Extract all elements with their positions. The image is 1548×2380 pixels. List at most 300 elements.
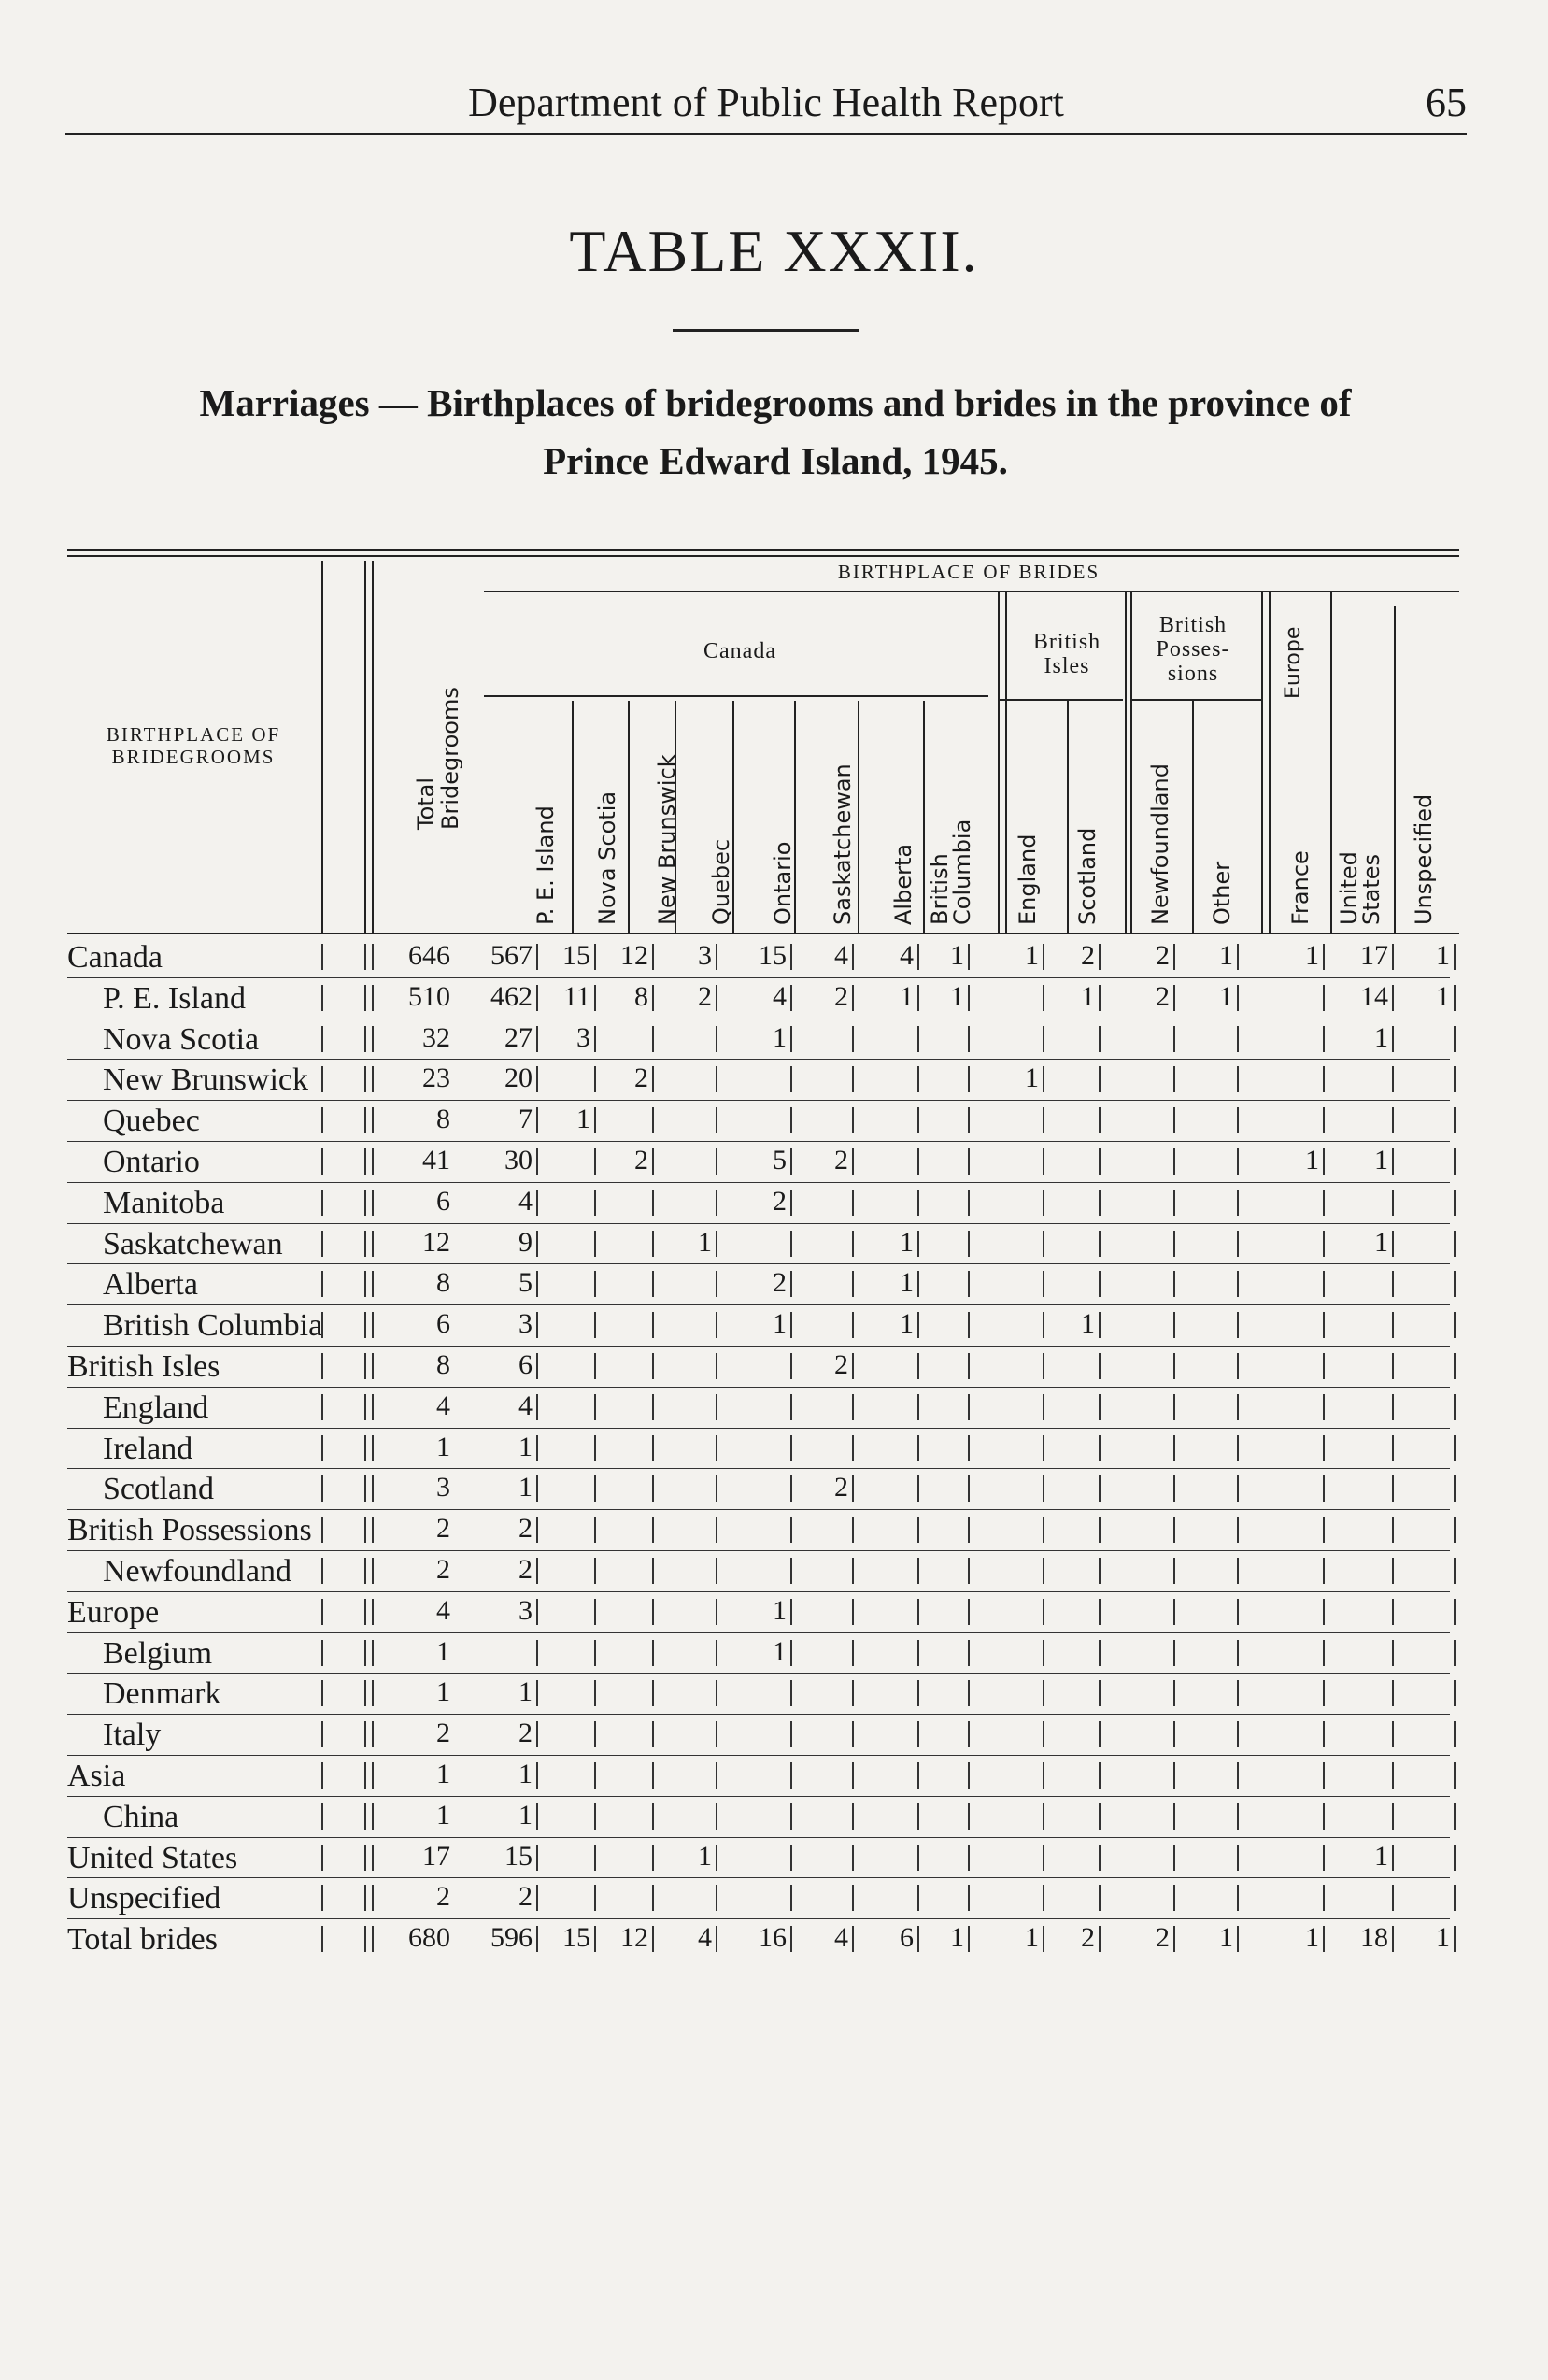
row-rule bbox=[67, 1387, 1450, 1388]
row-tick bbox=[852, 1885, 854, 1911]
row-rule bbox=[67, 1918, 1450, 1919]
row-tick bbox=[1454, 1435, 1456, 1461]
row-tick bbox=[1173, 1312, 1175, 1338]
header-col-rule-6 bbox=[923, 701, 925, 933]
total-bridegrooms-cell: 8 bbox=[436, 1349, 450, 1380]
row-label: China bbox=[103, 1799, 179, 1834]
row-tick bbox=[652, 1517, 654, 1543]
row-rule bbox=[67, 1346, 1450, 1347]
table-cell: 14 bbox=[1360, 980, 1388, 1012]
row-tick bbox=[652, 1845, 654, 1871]
row-tick bbox=[1099, 1845, 1101, 1871]
row-label: British Isles bbox=[67, 1349, 220, 1384]
row-rule bbox=[67, 1714, 1450, 1715]
row-tick bbox=[1173, 1026, 1175, 1052]
row-tick bbox=[1099, 1148, 1101, 1175]
row-tick bbox=[1392, 1762, 1394, 1789]
row-tick bbox=[1392, 1558, 1394, 1584]
table-cell: 1 bbox=[1436, 940, 1450, 971]
total-bridegrooms-cell: 1 bbox=[436, 1799, 450, 1831]
total-bridegrooms-cell: 646 bbox=[408, 940, 450, 971]
row-rule bbox=[67, 1509, 1450, 1510]
row-tick bbox=[968, 1558, 970, 1584]
total-bridegrooms-cell: 680 bbox=[408, 1922, 450, 1954]
row-tick bbox=[968, 1231, 970, 1257]
table-cell: 1 bbox=[773, 1594, 787, 1626]
row-tick bbox=[968, 1721, 970, 1747]
row-tick bbox=[716, 1599, 717, 1625]
row-tick-total bbox=[321, 1231, 323, 1257]
row-tick bbox=[1043, 1107, 1044, 1133]
table-cell: 15 bbox=[504, 1840, 533, 1872]
row-tick bbox=[1454, 1803, 1456, 1830]
row-tick bbox=[917, 1475, 919, 1502]
row-tick-total-2 bbox=[364, 944, 366, 970]
row-tick bbox=[852, 1026, 854, 1052]
table-cell: 4 bbox=[773, 980, 787, 1012]
total-bridegrooms-cell: 32 bbox=[422, 1021, 450, 1053]
row-tick-total-3 bbox=[372, 1640, 374, 1666]
row-tick bbox=[1173, 944, 1175, 970]
column-header-11: Other bbox=[1209, 861, 1235, 925]
row-tick bbox=[1392, 1926, 1394, 1952]
row-tick bbox=[968, 1680, 970, 1706]
row-tick-total bbox=[321, 1475, 323, 1502]
row-tick bbox=[1237, 1680, 1239, 1706]
row-tick bbox=[1237, 1312, 1239, 1338]
row-tick bbox=[1392, 1435, 1394, 1461]
row-tick bbox=[790, 985, 792, 1011]
row-tick-total-2 bbox=[364, 1353, 366, 1379]
group-british-poss-line-3: sions bbox=[1167, 662, 1219, 686]
row-tick bbox=[652, 1885, 654, 1911]
row-tick bbox=[1043, 1394, 1044, 1420]
row-tick-total-2 bbox=[364, 1435, 366, 1461]
row-tick bbox=[917, 1066, 919, 1092]
row-tick bbox=[652, 1026, 654, 1052]
total-bridegrooms-cell: 6 bbox=[436, 1185, 450, 1217]
row-tick bbox=[594, 1026, 596, 1052]
row-tick bbox=[852, 1435, 854, 1461]
table-title: TABLE XXXII. bbox=[569, 218, 979, 284]
row-tick bbox=[1323, 985, 1325, 1011]
row-tick bbox=[1237, 1721, 1239, 1747]
row-tick-total-2 bbox=[364, 1517, 366, 1543]
table-cell: 596 bbox=[490, 1922, 533, 1954]
row-tick bbox=[852, 1190, 854, 1216]
total-bridegrooms-cell: 510 bbox=[408, 980, 450, 1012]
total-bridegrooms-cell: 3 bbox=[436, 1472, 450, 1504]
row-tick bbox=[716, 1475, 717, 1502]
table-cell: 6 bbox=[518, 1349, 533, 1380]
row-tick bbox=[790, 1803, 792, 1830]
row-tick-total-2 bbox=[364, 1558, 366, 1584]
row-tick-total bbox=[321, 1066, 323, 1092]
total-bridegrooms-cell: 1 bbox=[436, 1759, 450, 1789]
row-label: Nova Scotia bbox=[103, 1021, 260, 1057]
column-header-7-1: British bbox=[927, 853, 953, 925]
row-tick-total-2 bbox=[364, 1312, 366, 1338]
row-tick bbox=[536, 1026, 538, 1052]
row-tick bbox=[716, 1312, 717, 1338]
row-tick bbox=[790, 1475, 792, 1502]
row-tick bbox=[1454, 1517, 1456, 1543]
row-rule bbox=[67, 1837, 1450, 1838]
row-tick bbox=[716, 1885, 717, 1911]
row-tick bbox=[852, 1475, 854, 1502]
table-cell: 1 bbox=[1025, 1062, 1039, 1094]
row-tick bbox=[1323, 1271, 1325, 1297]
row-tick bbox=[652, 1475, 654, 1502]
row-tick-total-3 bbox=[372, 944, 374, 970]
table-cell: 16 bbox=[759, 1922, 787, 1954]
row-tick-total bbox=[321, 1640, 323, 1666]
table-cell: 1 bbox=[518, 1799, 533, 1831]
row-tick bbox=[1173, 1066, 1175, 1092]
row-tick bbox=[1392, 1394, 1394, 1420]
row-tick bbox=[716, 1721, 717, 1747]
table-cell: 2 bbox=[1156, 940, 1170, 971]
row-tick bbox=[536, 944, 538, 970]
table-cell: 3 bbox=[518, 1594, 533, 1626]
row-tick bbox=[594, 944, 596, 970]
row-tick bbox=[1323, 1845, 1325, 1871]
row-tick-total bbox=[321, 985, 323, 1011]
row-tick bbox=[1454, 1475, 1456, 1502]
row-tick bbox=[917, 1394, 919, 1420]
row-tick bbox=[536, 1762, 538, 1789]
row-tick bbox=[1323, 1640, 1325, 1666]
row-label: P. E. Island bbox=[103, 980, 246, 1016]
row-tick bbox=[852, 985, 854, 1011]
row-tick bbox=[1392, 1312, 1394, 1338]
row-tick bbox=[1323, 1721, 1325, 1747]
table-cell: 2 bbox=[1156, 980, 1170, 1012]
row-tick bbox=[1099, 1190, 1101, 1216]
row-tick-total bbox=[321, 1394, 323, 1420]
row-tick bbox=[594, 1517, 596, 1543]
table-cell: 12 bbox=[620, 1922, 648, 1954]
row-tick bbox=[1099, 1312, 1101, 1338]
table-cell: 1 bbox=[1305, 1145, 1319, 1176]
row-tick bbox=[716, 1762, 717, 1789]
row-tick bbox=[1392, 944, 1394, 970]
row-tick bbox=[790, 1312, 792, 1338]
row-tick bbox=[1323, 1353, 1325, 1379]
header-col-rule-0 bbox=[572, 701, 574, 933]
row-tick bbox=[1099, 1107, 1101, 1133]
group-british-poss-line-1: British bbox=[1158, 613, 1228, 637]
row-tick bbox=[1237, 1148, 1239, 1175]
row-label: New Brunswick bbox=[103, 1062, 309, 1098]
row-tick bbox=[917, 1803, 919, 1830]
row-tick-total-3 bbox=[372, 1353, 374, 1379]
row-tick bbox=[652, 1721, 654, 1747]
row-label: Europe bbox=[67, 1594, 160, 1630]
row-rule bbox=[67, 1059, 1450, 1060]
row-tick bbox=[1323, 1394, 1325, 1420]
row-tick-total-3 bbox=[372, 1721, 374, 1747]
row-tick bbox=[1392, 1721, 1394, 1747]
row-tick bbox=[652, 1312, 654, 1338]
row-tick bbox=[652, 1231, 654, 1257]
row-tick bbox=[536, 1721, 538, 1747]
row-tick-total-2 bbox=[364, 1190, 366, 1216]
column-header-8: England bbox=[1015, 834, 1041, 925]
row-tick bbox=[1454, 1107, 1456, 1133]
row-tick bbox=[594, 1394, 596, 1420]
row-tick bbox=[1237, 1599, 1239, 1625]
row-tick bbox=[652, 1680, 654, 1706]
row-rule bbox=[67, 977, 1450, 978]
row-tick bbox=[536, 985, 538, 1011]
row-tick bbox=[1454, 1148, 1456, 1175]
row-tick bbox=[1173, 1231, 1175, 1257]
row-tick bbox=[1392, 1026, 1394, 1052]
row-tick bbox=[1392, 1353, 1394, 1379]
table-cell: 9 bbox=[518, 1226, 533, 1258]
row-tick bbox=[716, 1353, 717, 1379]
table-top-rule bbox=[67, 549, 1459, 551]
row-tick bbox=[594, 1845, 596, 1871]
row-rule bbox=[67, 1223, 1450, 1224]
row-tick bbox=[1099, 1803, 1101, 1830]
row-tick bbox=[968, 1271, 970, 1297]
row-tick bbox=[716, 1190, 717, 1216]
row-tick bbox=[917, 1312, 919, 1338]
row-tick bbox=[1173, 1599, 1175, 1625]
row-tick bbox=[1323, 1148, 1325, 1175]
row-tick-total-3 bbox=[372, 1394, 374, 1420]
row-tick bbox=[1099, 1517, 1101, 1543]
row-tick bbox=[1454, 1762, 1456, 1789]
column-header-6: Alberta bbox=[890, 843, 916, 925]
header-vrule-2 bbox=[372, 561, 374, 933]
row-rule bbox=[67, 1263, 1450, 1264]
row-label: Denmark bbox=[103, 1676, 221, 1712]
row-rule bbox=[67, 1673, 1450, 1674]
row-rule bbox=[67, 1591, 1450, 1592]
table-cell: 1 bbox=[950, 940, 964, 971]
row-tick bbox=[1099, 1680, 1101, 1706]
table-cell: 1 bbox=[900, 1308, 914, 1340]
row-label: Asia bbox=[67, 1759, 126, 1793]
row-tick bbox=[1323, 1231, 1325, 1257]
row-tick bbox=[790, 1926, 792, 1952]
row-tick bbox=[1454, 1271, 1456, 1297]
row-tick bbox=[852, 944, 854, 970]
row-tick bbox=[1099, 1231, 1101, 1257]
table-cell: 1 bbox=[1374, 1840, 1388, 1872]
row-tick bbox=[594, 1312, 596, 1338]
table-cell: 18 bbox=[1360, 1922, 1388, 1954]
row-tick-total-3 bbox=[372, 1517, 374, 1543]
table-cell: 4 bbox=[518, 1185, 533, 1217]
row-tick bbox=[1043, 1353, 1044, 1379]
row-tick bbox=[594, 985, 596, 1011]
row-tick bbox=[652, 985, 654, 1011]
row-tick bbox=[917, 1517, 919, 1543]
table-cell: 1 bbox=[1025, 1922, 1039, 1954]
row-tick bbox=[536, 1435, 538, 1461]
row-tick-total bbox=[321, 1599, 323, 1625]
total-bridegrooms-cell: 4 bbox=[436, 1594, 450, 1626]
row-tick bbox=[968, 1026, 970, 1052]
row-tick-total bbox=[321, 1803, 323, 1830]
row-label: British Possessions bbox=[67, 1513, 312, 1548]
row-tick bbox=[716, 985, 717, 1011]
row-tick bbox=[917, 1558, 919, 1584]
row-tick-total bbox=[321, 1845, 323, 1871]
row-tick-total-3 bbox=[372, 1475, 374, 1502]
row-tick bbox=[594, 1558, 596, 1584]
table-cell: 2 bbox=[518, 1717, 533, 1749]
row-tick bbox=[790, 1599, 792, 1625]
row-tick bbox=[1173, 1721, 1175, 1747]
row-tick bbox=[917, 1026, 919, 1052]
row-tick bbox=[1237, 1066, 1239, 1092]
column-header-10: Newfoundland bbox=[1147, 763, 1173, 925]
row-tick bbox=[536, 1107, 538, 1133]
table-cell: 1 bbox=[698, 1226, 712, 1258]
row-tick bbox=[968, 944, 970, 970]
row-tick bbox=[1237, 1803, 1239, 1830]
row-tick bbox=[1043, 1231, 1044, 1257]
row-tick bbox=[1392, 1599, 1394, 1625]
row-tick bbox=[1323, 1026, 1325, 1052]
table-cell: 1 bbox=[1219, 1922, 1233, 1954]
total-bridegrooms-cell: 17 bbox=[422, 1840, 450, 1872]
row-tick-total bbox=[321, 1190, 323, 1216]
table-cell: 1 bbox=[576, 1104, 590, 1135]
group-british-isles-rule bbox=[998, 699, 1123, 701]
row-tick bbox=[1237, 1845, 1239, 1871]
row-tick bbox=[790, 1640, 792, 1666]
table-cell: 2 bbox=[518, 1513, 533, 1545]
row-tick bbox=[1392, 1190, 1394, 1216]
row-tick bbox=[1173, 1435, 1175, 1461]
row-tick bbox=[1043, 1845, 1044, 1871]
header-vrule-8 bbox=[1269, 591, 1271, 933]
row-tick bbox=[1043, 1435, 1044, 1461]
row-tick bbox=[716, 1026, 717, 1052]
column-header-14: Unspecified bbox=[1411, 793, 1437, 925]
row-tick bbox=[536, 1558, 538, 1584]
row-tick bbox=[716, 1926, 717, 1952]
row-tick bbox=[1323, 1762, 1325, 1789]
row-tick bbox=[1323, 1435, 1325, 1461]
row-rule bbox=[67, 1550, 1450, 1551]
header-vrule-4 bbox=[1005, 591, 1007, 933]
row-tick bbox=[968, 1148, 970, 1175]
row-tick-total-3 bbox=[372, 1762, 374, 1789]
row-tick bbox=[1323, 1885, 1325, 1911]
row-tick bbox=[1099, 1885, 1101, 1911]
row-tick bbox=[968, 1475, 970, 1502]
group-canada: Canada bbox=[703, 639, 776, 663]
row-tick bbox=[716, 1803, 717, 1830]
row-tick bbox=[1454, 1353, 1456, 1379]
table-cell: 3 bbox=[698, 940, 712, 971]
row-tick bbox=[1454, 1640, 1456, 1666]
table-cell: 2 bbox=[698, 980, 712, 1012]
row-tick bbox=[917, 1271, 919, 1297]
table-cell: 4 bbox=[834, 1922, 848, 1954]
table-cell: 1 bbox=[1436, 1922, 1450, 1954]
row-tick bbox=[1173, 1885, 1175, 1911]
table-cell: 2 bbox=[634, 1062, 648, 1094]
row-tick bbox=[716, 1680, 717, 1706]
row-label: Quebec bbox=[103, 1104, 200, 1139]
table-cell: 15 bbox=[562, 940, 590, 971]
row-tick-total-2 bbox=[364, 985, 366, 1011]
header-vrule-1 bbox=[364, 561, 366, 933]
row-tick-total bbox=[321, 1558, 323, 1584]
header-col-rule-5 bbox=[858, 701, 859, 933]
table-cell: 1 bbox=[1374, 1021, 1388, 1053]
table-cell: 12 bbox=[620, 940, 648, 971]
row-tick bbox=[1237, 1435, 1239, 1461]
caption-line-1: Marriages — Birthplaces of bridegrooms and brides in the province of bbox=[199, 381, 1352, 424]
row-tick bbox=[852, 1066, 854, 1092]
row-tick bbox=[1323, 1475, 1325, 1502]
row-tick bbox=[968, 1107, 970, 1133]
row-tick bbox=[1173, 1926, 1175, 1952]
row-tick bbox=[652, 1271, 654, 1297]
column-header-4: Ontario bbox=[770, 841, 796, 925]
row-tick bbox=[852, 1353, 854, 1379]
row-tick bbox=[790, 944, 792, 970]
row-tick bbox=[594, 1231, 596, 1257]
row-tick bbox=[1099, 1721, 1101, 1747]
column-header-0: P. E. Island bbox=[533, 805, 559, 925]
row-tick bbox=[852, 1680, 854, 1706]
row-tick bbox=[594, 1148, 596, 1175]
row-tick bbox=[594, 1680, 596, 1706]
row-tick-total-3 bbox=[372, 1312, 374, 1338]
table-cell: 1 bbox=[900, 1226, 914, 1258]
row-tick bbox=[968, 1353, 970, 1379]
total-header-line-1: Total bbox=[413, 777, 439, 830]
table-cell: 1 bbox=[1436, 980, 1450, 1012]
table-cell: 7 bbox=[518, 1104, 533, 1135]
total-header-line-2: Bridegrooms bbox=[437, 687, 463, 830]
row-tick bbox=[536, 1353, 538, 1379]
group-british-poss-rule bbox=[1130, 699, 1261, 701]
row-tick bbox=[1043, 1026, 1044, 1052]
table-cell: 1 bbox=[773, 1021, 787, 1053]
column-header-9: Scotland bbox=[1074, 827, 1101, 925]
row-tick bbox=[968, 1803, 970, 1830]
row-tick-total-2 bbox=[364, 1107, 366, 1133]
row-tick-total-3 bbox=[372, 1803, 374, 1830]
row-label: United States bbox=[67, 1840, 238, 1875]
row-tick-total-3 bbox=[372, 1066, 374, 1092]
table-cell: 5 bbox=[518, 1267, 533, 1299]
row-tick bbox=[652, 1353, 654, 1379]
row-tick bbox=[852, 1762, 854, 1789]
table-cell: 1 bbox=[950, 1922, 964, 1954]
header-vrule-10 bbox=[1394, 606, 1396, 933]
total-bridegrooms-cell: 8 bbox=[436, 1267, 450, 1299]
row-rule bbox=[67, 1468, 1450, 1469]
row-tick bbox=[1454, 1312, 1456, 1338]
row-tick bbox=[1237, 1926, 1239, 1952]
row-tick bbox=[1043, 1885, 1044, 1911]
row-tick bbox=[652, 1558, 654, 1584]
row-tick bbox=[968, 1926, 970, 1952]
row-tick bbox=[1392, 985, 1394, 1011]
